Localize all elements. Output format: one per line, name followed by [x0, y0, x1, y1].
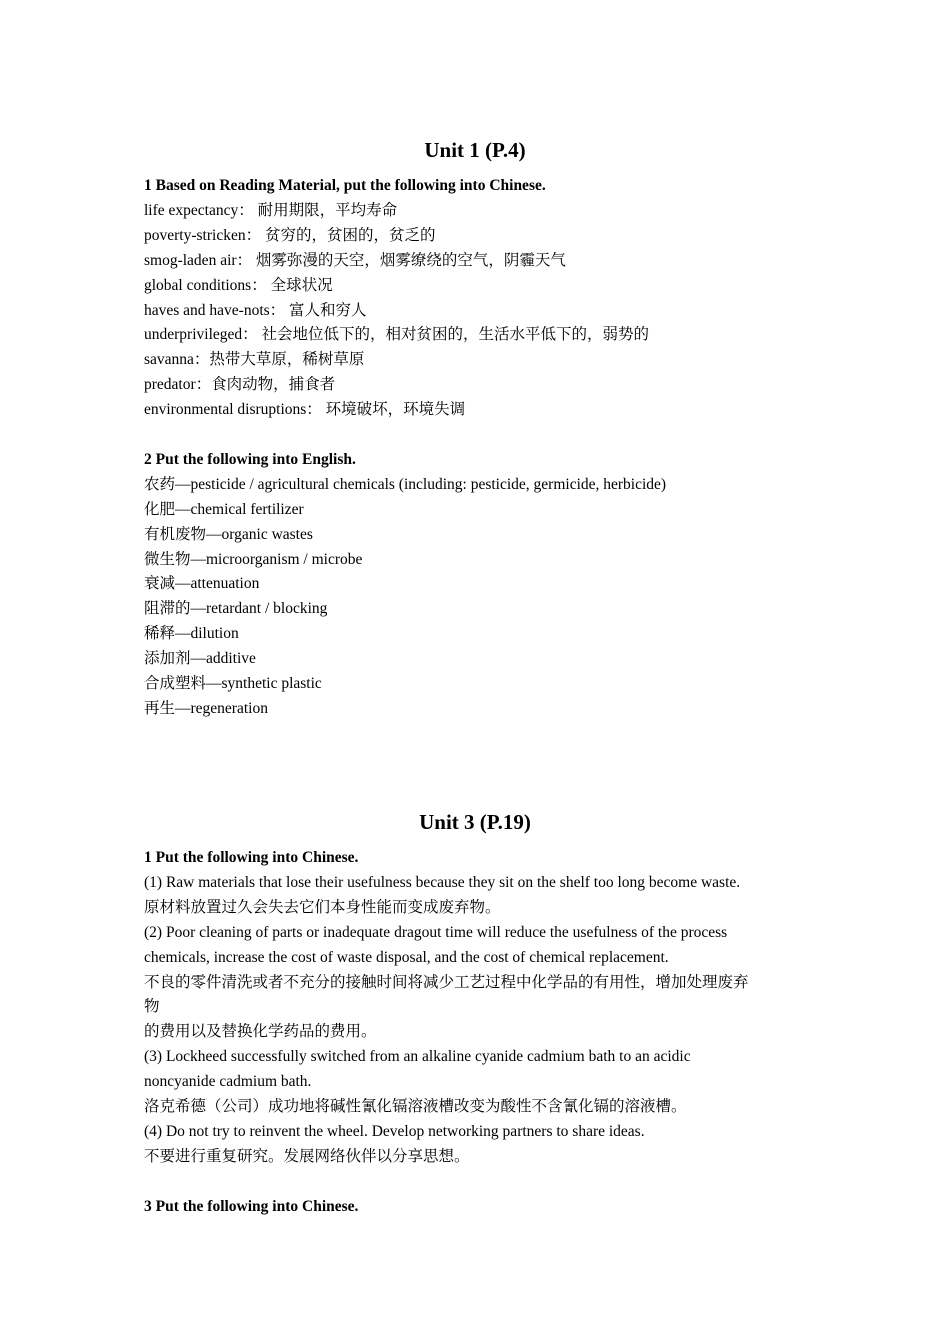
vocab-item: 再生—regeneration: [144, 700, 268, 718]
vocab-item: 微生物—microorganism / microbe: [144, 550, 363, 568]
vocab-item: 添加剂—additive: [144, 650, 256, 668]
unit3-section1-heading: 1 Put the following into Chinese.: [144, 849, 359, 866]
vocab-item: environmental disruptions： 环境破坏，环境失调: [144, 401, 466, 419]
sentence-line: 洛克希德（公司）成功地将碱性氰化镉溶液槽改变为酸性不含氰化镉的溶液槽。: [144, 1098, 687, 1116]
blank-line: [144, 1170, 824, 1195]
sentence-line: (3) Lockheed successfully switched from an alkaline cyanide cadmium bath to an acidic: [144, 1048, 691, 1066]
sentence-line: 的费用以及替换化学药品的费用。: [144, 1023, 377, 1041]
vocab-item: life expectancy： 耐用期限，平均寿命: [144, 201, 398, 219]
unit3-section3-heading: 3 Put the following into Chinese.: [144, 1197, 359, 1215]
unit1-section1-heading: 1 Based on Reading Material, put the following into Chinese.: [144, 177, 546, 194]
vocab-item: 阻滞的—retardant / blocking: [144, 600, 328, 618]
vocab-item: predator：食肉动物，捕食者: [144, 376, 336, 394]
sentence-line: 物: [144, 998, 160, 1016]
vocab-item: global conditions： 全球状况: [144, 276, 333, 294]
unit3-title: Unit 3 (P.19): [419, 810, 531, 834]
sentence-line: (4) Do not try to reinvent the wheel. Develop networking partners to share ideas.: [144, 1122, 645, 1140]
sentence-line: chemicals, increase the cost of waste disposal, and the cost of chemical replacement.: [144, 948, 669, 966]
vocab-item: 有机废物—organic wastes: [144, 525, 313, 543]
vocab-item: 衰减—attenuation: [144, 575, 260, 593]
unit1-section1: [144, 174, 824, 722]
sentence-line: 原材料放置过久会失去它们本身性能而变成废弃物。: [144, 898, 501, 916]
sentence-line: 不要进行重复研究。发展网络伙伴以分享思想。: [144, 1147, 470, 1165]
blank-line: [144, 423, 824, 448]
unit3-section1: [144, 846, 824, 1220]
sentence-line: 不良的零件清洗或者不充分的接触时间将减少工艺过程中化学品的有用性，增加处理废弃: [144, 973, 749, 991]
unit1-section2-heading: 2 Put the following into English.: [144, 450, 356, 468]
vocab-item: 农药—pesticide / agricultural chemicals (including: pesticide, germicide, herbicide): [144, 475, 667, 493]
sentence-line: (1) Raw materials that lose their usefulness because they sit on the shelf too long become waste.: [144, 873, 741, 891]
vocab-item: 稀释—dilution: [144, 625, 239, 643]
vocab-item: savanna：热带大草原，稀树草原: [144, 351, 365, 369]
vocab-item: underprivileged： 社会地位低下的，相对贫困的，生活水平低下的，弱势的: [144, 326, 650, 344]
sentence-line: noncyanide cadmium bath.: [144, 1073, 312, 1091]
vocab-item: 合成塑料—synthetic plastic: [144, 675, 322, 693]
vocab-item: poverty-stricken： 贫穷的，贫困的，贫乏的: [144, 226, 436, 244]
sentence-line: (2) Poor cleaning of parts or inadequate dragout time will reduce the usefulness of the process: [144, 923, 728, 941]
vocab-item: 化肥—chemical fertilizer: [144, 500, 304, 518]
vocab-item: smog-laden air： 烟雾弥漫的天空，烟雾缭绕的空气，阴霾天气: [144, 251, 566, 269]
unit1-title: Unit 1 (P.4): [424, 138, 526, 162]
vocab-item: haves and have-nots： 富人和穷人: [144, 301, 367, 319]
